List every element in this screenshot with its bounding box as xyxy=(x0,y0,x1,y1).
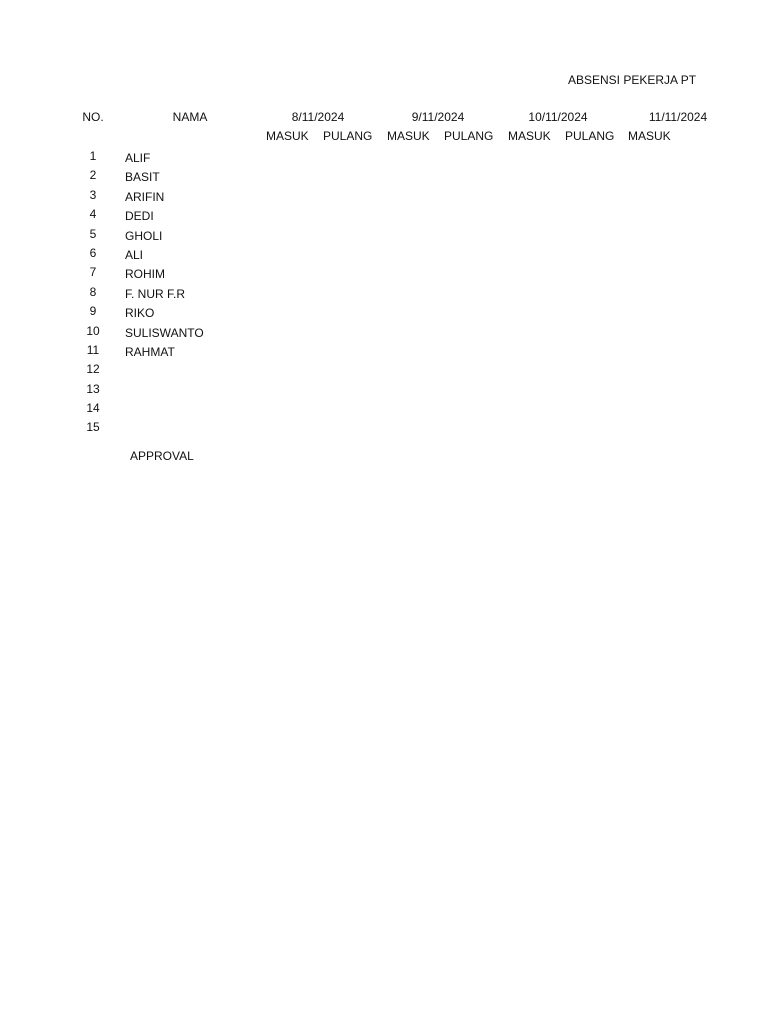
date-label: 8/11/2024 xyxy=(291,110,345,124)
row-number: 10 xyxy=(86,323,100,338)
worker-name: SULISWANTO xyxy=(125,325,204,340)
worker-list xyxy=(0,148,700,439)
subheader-masuk: MASUK xyxy=(508,129,551,143)
column-header-no: NO. xyxy=(82,110,104,124)
row-number: 3 xyxy=(89,187,97,202)
subheader-masuk: MASUK xyxy=(266,129,309,143)
row-number: 5 xyxy=(89,226,97,241)
table-row xyxy=(0,361,700,380)
date-header-2 xyxy=(378,110,498,124)
date-label: 9/11/2024 xyxy=(411,110,465,124)
worker-name: ROHIM xyxy=(125,267,165,282)
row-number: 12 xyxy=(86,362,100,377)
table-row xyxy=(0,187,700,206)
worker-name: GHOLI xyxy=(125,228,163,243)
table-row xyxy=(0,148,700,167)
date-header-4 xyxy=(618,110,708,124)
worker-name: F. NUR F.R xyxy=(125,286,185,301)
row-number: 9 xyxy=(89,304,97,319)
table-row xyxy=(0,167,700,186)
row-number: 6 xyxy=(89,245,97,260)
sheet-title-container xyxy=(540,72,697,88)
worker-name: RAHMAT xyxy=(125,344,175,359)
worker-name: ALI xyxy=(125,247,144,262)
table-row xyxy=(0,419,700,438)
row-number: 1 xyxy=(89,149,97,163)
table-row xyxy=(0,245,700,264)
subheader-pulang: PULANG xyxy=(565,129,615,143)
date-label: 11/11/2024 xyxy=(648,110,708,124)
worker-name: ALIF xyxy=(125,151,151,165)
row-number: 2 xyxy=(89,168,97,183)
approval-label: APPROVAL xyxy=(130,449,194,463)
subheader-pulang: PULANG xyxy=(444,129,494,143)
subheader-row xyxy=(258,129,682,143)
table-row xyxy=(0,206,700,225)
table-row xyxy=(0,284,700,303)
subheader-masuk: MASUK xyxy=(628,129,671,143)
row-number: 11 xyxy=(86,342,100,357)
row-number: 13 xyxy=(86,381,100,396)
table-row xyxy=(0,323,700,342)
row-number: 7 xyxy=(89,265,97,280)
table-row xyxy=(0,342,700,361)
row-number: 15 xyxy=(86,420,100,435)
row-number: 14 xyxy=(86,401,100,416)
column-header-nama: NAMA xyxy=(172,110,208,124)
table-row xyxy=(0,226,700,245)
worker-name: BASIT xyxy=(125,170,160,185)
subheader-masuk: MASUK xyxy=(387,129,430,143)
worker-name: RIKO xyxy=(125,306,155,321)
table-row xyxy=(0,400,700,419)
row-number: 4 xyxy=(89,207,97,222)
worker-name: ARIFIN xyxy=(125,189,165,204)
table-row xyxy=(0,303,700,322)
date-header-1 xyxy=(258,110,378,124)
worker-name: DEDI xyxy=(125,209,154,224)
row-number: 8 xyxy=(89,284,97,299)
subheader-pulang: PULANG xyxy=(323,129,373,143)
sheet-title: ABSENSI PEKERJA PT xyxy=(568,73,697,87)
table-row xyxy=(0,264,700,283)
date-label: 10/11/2024 xyxy=(528,110,588,124)
date-header-3 xyxy=(498,110,618,124)
table-row xyxy=(0,381,700,400)
